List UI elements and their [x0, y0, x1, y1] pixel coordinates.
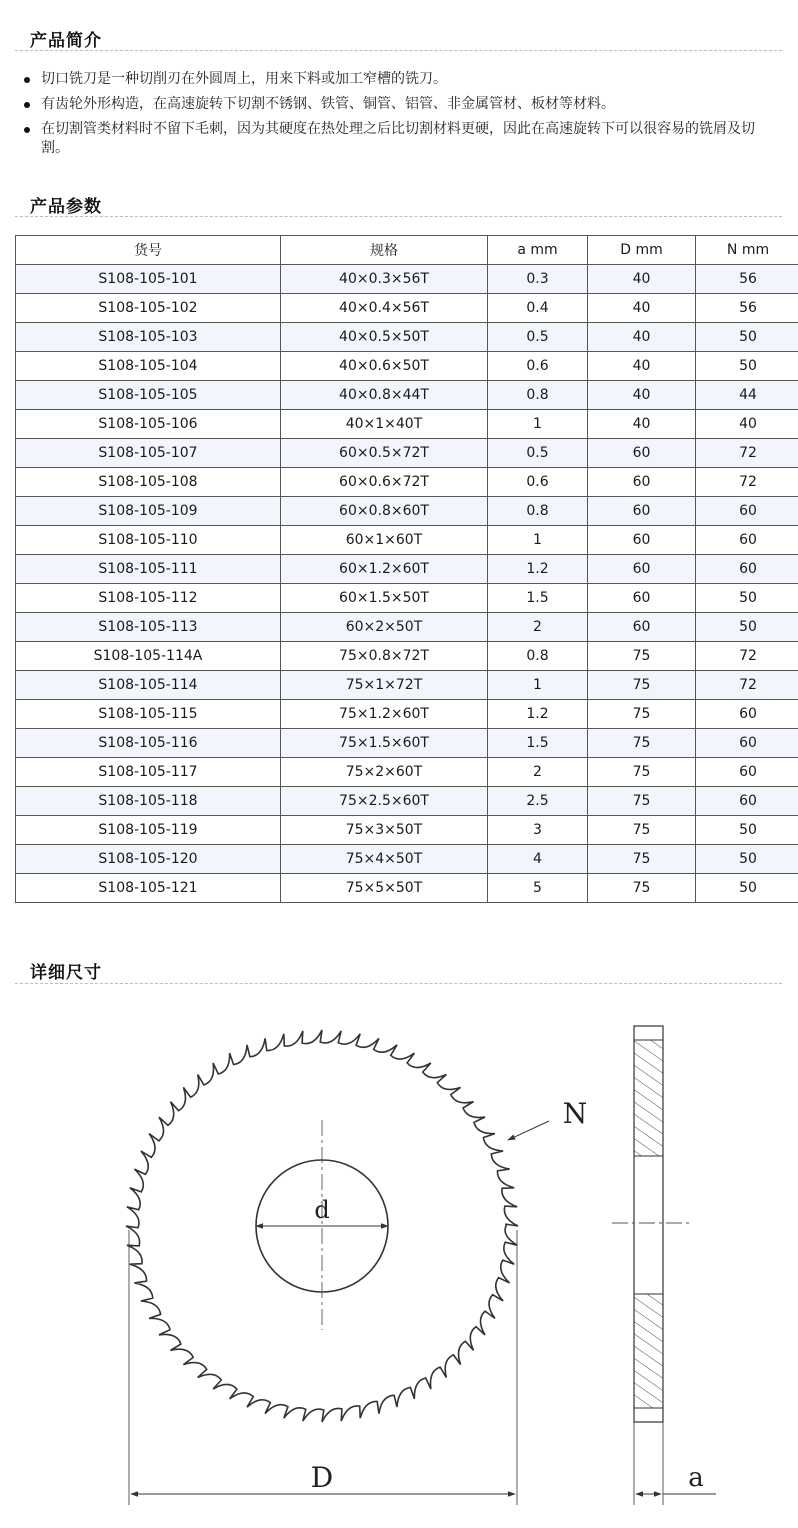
cell-D: 40 — [588, 381, 696, 410]
cell-spec: 75×2.5×60T — [281, 787, 488, 816]
cell-D: 60 — [588, 439, 696, 468]
cell-a: 1 — [488, 410, 588, 439]
cell-N: 72 — [696, 439, 798, 468]
table-row — [16, 816, 798, 845]
table-row — [16, 874, 798, 903]
cell-sku: S108-105-118 — [16, 787, 281, 816]
header-D: D mm — [588, 236, 696, 265]
cell-sku: S108-105-101 — [16, 265, 281, 294]
cell-spec: 60×0.6×72T — [281, 468, 488, 497]
cell-spec: 75×0.8×72T — [281, 642, 488, 671]
cell-N: 60 — [696, 497, 798, 526]
cell-D: 75 — [588, 642, 696, 671]
cell-N: 60 — [696, 787, 798, 816]
cell-a: 0.5 — [488, 439, 588, 468]
cell-spec: 40×0.4×56T — [281, 294, 488, 323]
cell-sku: S108-105-103 — [16, 323, 281, 352]
cell-D: 75 — [588, 787, 696, 816]
cell-a: 0.8 — [488, 497, 588, 526]
table-row — [16, 584, 798, 613]
cell-a: 1.5 — [488, 729, 588, 758]
cell-N: 56 — [696, 265, 798, 294]
cell-sku: S108-105-109 — [16, 497, 281, 526]
side-hatch-top — [634, 1040, 663, 1156]
cell-N: 72 — [696, 642, 798, 671]
cell-D: 75 — [588, 816, 696, 845]
cell-N: 50 — [696, 323, 798, 352]
cell-spec: 40×0.6×50T — [281, 352, 488, 381]
cell-sku: S108-105-108 — [16, 468, 281, 497]
cell-D: 75 — [588, 700, 696, 729]
thickness-label: a — [688, 1463, 704, 1493]
cell-spec: 40×1×40T — [281, 410, 488, 439]
cell-D: 75 — [588, 874, 696, 903]
params-table — [15, 235, 798, 903]
cell-sku: S108-105-121 — [16, 874, 281, 903]
cell-sku: S108-105-105 — [16, 381, 281, 410]
cell-N: 60 — [696, 700, 798, 729]
outer-diameter-label: D — [310, 1461, 334, 1494]
cell-spec: 75×1.5×60T — [281, 729, 488, 758]
cell-N: 50 — [696, 352, 798, 381]
cell-sku: S108-105-119 — [16, 816, 281, 845]
cell-a: 0.8 — [488, 381, 588, 410]
cell-D: 60 — [588, 555, 696, 584]
cell-a: 2 — [488, 613, 588, 642]
cell-a: 0.6 — [488, 352, 588, 381]
cell-a: 1 — [488, 671, 588, 700]
table-row — [16, 352, 798, 381]
table-row — [16, 787, 798, 816]
cell-spec: 60×1.2×60T — [281, 555, 488, 584]
blade-front-view — [126, 1030, 587, 1505]
cell-spec: 60×2×50T — [281, 613, 488, 642]
table-row — [16, 845, 798, 874]
cell-spec: 40×0.3×56T — [281, 265, 488, 294]
cell-D: 75 — [588, 845, 696, 874]
table-row — [16, 497, 798, 526]
cell-a: 1 — [488, 526, 588, 555]
cell-N: 44 — [696, 381, 798, 410]
cell-spec: 75×1×72T — [281, 671, 488, 700]
cell-N: 72 — [696, 671, 798, 700]
cell-D: 60 — [588, 497, 696, 526]
table-row — [16, 381, 798, 410]
table-row — [16, 265, 798, 294]
cell-D: 40 — [588, 352, 696, 381]
cell-D: 75 — [588, 729, 696, 758]
intro-list — [22, 70, 782, 164]
cell-a: 0.3 — [488, 265, 588, 294]
table-header-row — [16, 236, 798, 265]
cell-N: 50 — [696, 816, 798, 845]
cell-sku: S108-105-106 — [16, 410, 281, 439]
cell-sku: S108-105-107 — [16, 439, 281, 468]
cell-D: 40 — [588, 294, 696, 323]
table-row — [16, 671, 798, 700]
table-row — [16, 613, 798, 642]
cell-D: 60 — [588, 526, 696, 555]
cell-spec: 75×4×50T — [281, 845, 488, 874]
cell-sku: S108-105-110 — [16, 526, 281, 555]
cell-N: 50 — [696, 874, 798, 903]
cell-N: 50 — [696, 584, 798, 613]
header-spec: 规格 — [281, 236, 488, 265]
cell-a: 1.2 — [488, 555, 588, 584]
cell-spec: 60×0.5×72T — [281, 439, 488, 468]
cell-a: 0.6 — [488, 468, 588, 497]
cell-sku: S108-105-115 — [16, 700, 281, 729]
cell-spec: 40×0.8×44T — [281, 381, 488, 410]
cell-spec: 75×1.2×60T — [281, 700, 488, 729]
header-a: a mm — [488, 236, 588, 265]
cell-spec: 75×2×60T — [281, 758, 488, 787]
table-row — [16, 294, 798, 323]
header-N: N mm — [696, 236, 798, 265]
cell-D: 75 — [588, 758, 696, 787]
cell-sku: S108-105-102 — [16, 294, 281, 323]
cell-D: 60 — [588, 613, 696, 642]
table-row — [16, 700, 798, 729]
dimension-drawing — [0, 1000, 798, 1528]
cell-N: 60 — [696, 758, 798, 787]
cell-N: 60 — [696, 555, 798, 584]
table-row — [16, 555, 798, 584]
table-row — [16, 410, 798, 439]
table-row — [16, 323, 798, 352]
table-row — [16, 758, 798, 787]
teeth-leader-line — [508, 1121, 549, 1140]
bore-diameter-label: d — [314, 1196, 330, 1224]
table-row — [16, 729, 798, 758]
cell-N: 50 — [696, 613, 798, 642]
cell-a: 1.5 — [488, 584, 588, 613]
cell-a: 4 — [488, 845, 588, 874]
cell-sku: S108-105-113 — [16, 613, 281, 642]
header-sku: 货号 — [16, 236, 281, 265]
cell-sku: S108-105-117 — [16, 758, 281, 787]
cell-sku: S108-105-112 — [16, 584, 281, 613]
cell-spec: 60×1.5×50T — [281, 584, 488, 613]
teeth-count-label: N — [562, 1097, 588, 1130]
cell-a: 2.5 — [488, 787, 588, 816]
cell-N: 56 — [696, 294, 798, 323]
cell-D: 60 — [588, 584, 696, 613]
cell-a: 2 — [488, 758, 588, 787]
cell-sku: S108-105-114 — [16, 671, 281, 700]
table-row — [16, 526, 798, 555]
intro-divider — [15, 50, 782, 51]
cell-N: 72 — [696, 468, 798, 497]
cell-a: 3 — [488, 816, 588, 845]
cell-spec: 75×5×50T — [281, 874, 488, 903]
cell-spec: 40×0.5×50T — [281, 323, 488, 352]
cell-sku: S108-105-120 — [16, 845, 281, 874]
cell-D: 60 — [588, 468, 696, 497]
cell-D: 40 — [588, 265, 696, 294]
cell-sku: S108-105-104 — [16, 352, 281, 381]
intro-title: 产品简介 — [30, 31, 102, 51]
cell-N: 60 — [696, 526, 798, 555]
cell-D: 75 — [588, 671, 696, 700]
params-divider — [15, 216, 782, 217]
dims-divider — [15, 983, 782, 984]
cell-sku: S108-105-114A — [16, 642, 281, 671]
cell-spec: 60×1×60T — [281, 526, 488, 555]
cell-spec: 60×0.8×60T — [281, 497, 488, 526]
cell-D: 40 — [588, 323, 696, 352]
intro-bullet: 切口铣刀是一种切削刃在外圆周上，用来下料或加工窄槽的铣刀。 — [22, 70, 782, 89]
table-row — [16, 439, 798, 468]
cell-a: 5 — [488, 874, 588, 903]
params-title: 产品参数 — [30, 197, 102, 217]
cell-N: 60 — [696, 729, 798, 758]
table-body — [16, 265, 798, 903]
blade-side-view — [612, 1026, 716, 1505]
cell-a: 0.5 — [488, 323, 588, 352]
side-hatch-bottom — [634, 1294, 663, 1408]
cell-sku: S108-105-116 — [16, 729, 281, 758]
cell-sku: S108-105-111 — [16, 555, 281, 584]
dims-title: 详细尺寸 — [30, 963, 102, 983]
intro-bullet: 在切割管类材料时不留下毛刺，因为其硬度在热处理之后比切割材料更硬，因此在高速旋转下可以很容易的铣屑及切割。 — [22, 120, 782, 158]
table-row — [16, 642, 798, 671]
cell-D: 40 — [588, 410, 696, 439]
cell-N: 40 — [696, 410, 798, 439]
cell-spec: 75×3×50T — [281, 816, 488, 845]
table-row — [16, 468, 798, 497]
cell-N: 50 — [696, 845, 798, 874]
cell-a: 0.4 — [488, 294, 588, 323]
intro-bullet: 有齿轮外形构造，在高速旋转下切割不锈钢、铁管、铜管、铝管、非金属管材、板材等材料。 — [22, 95, 782, 114]
cell-a: 0.8 — [488, 642, 588, 671]
cell-a: 1.2 — [488, 700, 588, 729]
